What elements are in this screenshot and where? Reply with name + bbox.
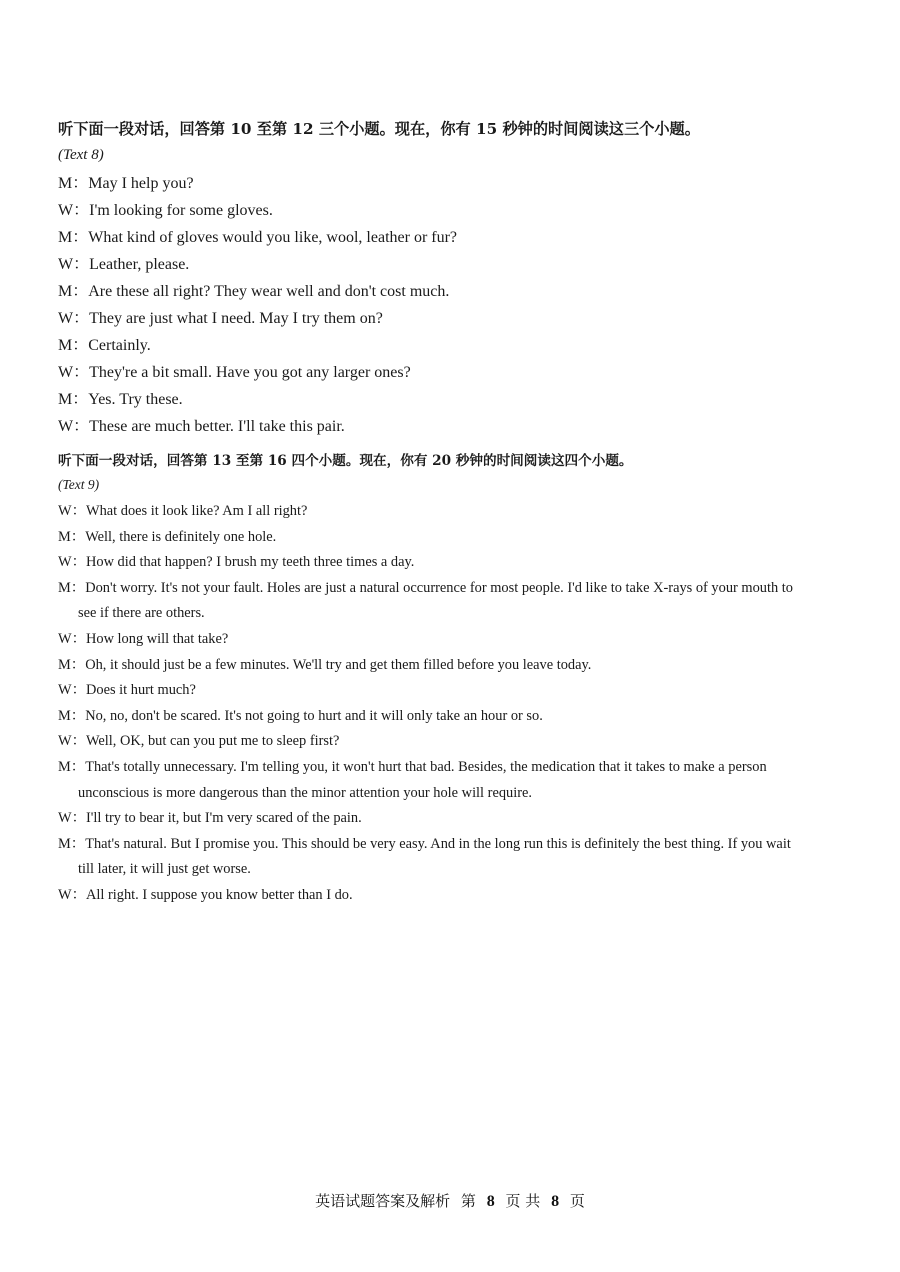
page-middle: 页 共 <box>505 1192 541 1210</box>
line-text: Leather, please. <box>89 256 190 273</box>
line-text: All right. I suppose you know better than I do. <box>85 886 353 903</box>
line-text: They're a bit small. Have you got any larger ones? <box>89 364 411 381</box>
dialogue-line <box>58 806 803 832</box>
dialogue-line <box>58 359 803 386</box>
text8-label: (Text 8) <box>58 147 104 163</box>
line-text: How did that happen? I brush my teeth three times a day. <box>85 554 415 571</box>
text9-section <box>58 451 803 909</box>
line-text: That's totally unnecessary. I'm telling you, it won't hurt that bad. Besides, the medication that it takes to make a person unconscious is more dangerous than the minor attention your hole will require. <box>78 758 767 801</box>
speaker-label: M： <box>58 579 86 596</box>
speaker-label: W： <box>58 733 86 750</box>
speaker-label: M： <box>58 707 86 724</box>
dialogue-line <box>58 704 803 730</box>
line-text: Don't worry. It's not your fault. Holes are just a natural occurrence for most people. I'd like to take X-rays of your mouth to see if there are others. <box>78 579 793 622</box>
dialogue-line <box>58 832 803 883</box>
speaker-label: W： <box>58 503 86 519</box>
dialogue-line <box>58 627 803 653</box>
text8-section <box>58 118 803 440</box>
dialogue-line <box>58 413 803 440</box>
dialogue-line <box>58 653 803 679</box>
speaker-label: M： <box>58 758 86 775</box>
dialogue-line <box>58 678 803 704</box>
page-number: 8 <box>486 1193 495 1210</box>
line-text: They are just what I need. May I try them on? <box>89 310 383 327</box>
dialogue-line <box>58 755 803 806</box>
line-text: Does it hurt much? <box>85 682 196 699</box>
speaker-label: M： <box>58 337 89 354</box>
dialogue-line <box>58 576 803 627</box>
line-text: Oh, it should just be a few minutes. We'll try and get them filled before you leave today. <box>85 656 592 673</box>
dialogue-line <box>58 499 803 525</box>
line-text: I'm looking for some gloves. <box>89 202 273 219</box>
dialogue-line <box>58 278 803 305</box>
speaker-label: M： <box>58 656 86 673</box>
line-text: Yes. Try these. <box>88 391 183 408</box>
line-text: I'll try to bear it, but I'm very scared of the pain. <box>85 810 362 827</box>
line-text: That's natural. But I promise you. This should be very easy. And in the long run this is definitely the best thing. If you wait till later, it will just get worse. <box>78 835 791 878</box>
line-text: These are much better. I'll take this pair. <box>89 418 345 435</box>
speaker-label: W： <box>58 886 86 903</box>
line-text: How long will that take? <box>85 630 229 647</box>
speaker-label: W： <box>58 682 86 699</box>
page-prefix: 第 <box>460 1192 476 1210</box>
page-footer <box>0 1190 900 1211</box>
line-text: Well, there is definitely one hole. <box>85 528 277 545</box>
dialogue-line <box>58 197 803 224</box>
speaker-label: M： <box>58 283 89 300</box>
line-text: What kind of gloves would you like, wool, leather or fur? <box>88 229 458 246</box>
text9-dialogue <box>58 499 803 909</box>
speaker-label: M： <box>58 175 89 192</box>
document-title: 英语试题答案及解析 <box>315 1192 451 1210</box>
speaker-label: W： <box>58 630 86 647</box>
dialogue-line <box>58 170 803 197</box>
total-pages: 8 <box>551 1193 560 1210</box>
text9-instruction: 听下面一段对话，回答第 13 至第 16 四个小题。现在，你有 20 秒钟的时间阅读这四个小题。 <box>58 453 633 469</box>
line-text: What does it look like? Am I all right? <box>85 503 308 519</box>
speaker-label: M： <box>58 835 86 852</box>
line-text: May I help you? <box>88 175 194 192</box>
dialogue-line <box>58 251 803 278</box>
speaker-label: M： <box>58 528 86 545</box>
speaker-label: W： <box>58 256 90 273</box>
dialogue-line <box>58 305 803 332</box>
text8-dialogue <box>58 170 803 440</box>
line-text: Are these all right? They wear well and don't cost much. <box>88 283 450 300</box>
line-text: No, no, don't be scared. It's not going to hurt and it will only take an hour or so. <box>85 707 543 724</box>
dialogue-line <box>58 550 803 576</box>
text8-instruction: 听下面一段对话，回答第 10 至第 12 三个小题。现在，你有 15 秒钟的时间阅读这三个小题。 <box>58 120 700 138</box>
dialogue-line <box>58 224 803 251</box>
speaker-label: M： <box>58 391 89 408</box>
dialogue-line <box>58 332 803 359</box>
speaker-label: W： <box>58 310 90 327</box>
dialogue-line <box>58 525 803 551</box>
dialogue-line <box>58 386 803 413</box>
line-text: Well, OK, but can you put me to sleep first? <box>85 733 340 750</box>
speaker-label: W： <box>58 202 90 219</box>
speaker-label: W： <box>58 554 86 571</box>
speaker-label: W： <box>58 810 86 827</box>
speaker-label: W： <box>58 364 90 381</box>
speaker-label: W： <box>58 418 90 435</box>
dialogue-line <box>58 883 803 909</box>
line-text: Certainly. <box>88 337 151 354</box>
text9-label: (Text 9) <box>58 477 100 492</box>
page-suffix: 页 <box>569 1192 585 1210</box>
dialogue-line <box>58 729 803 755</box>
speaker-label: M： <box>58 229 89 246</box>
